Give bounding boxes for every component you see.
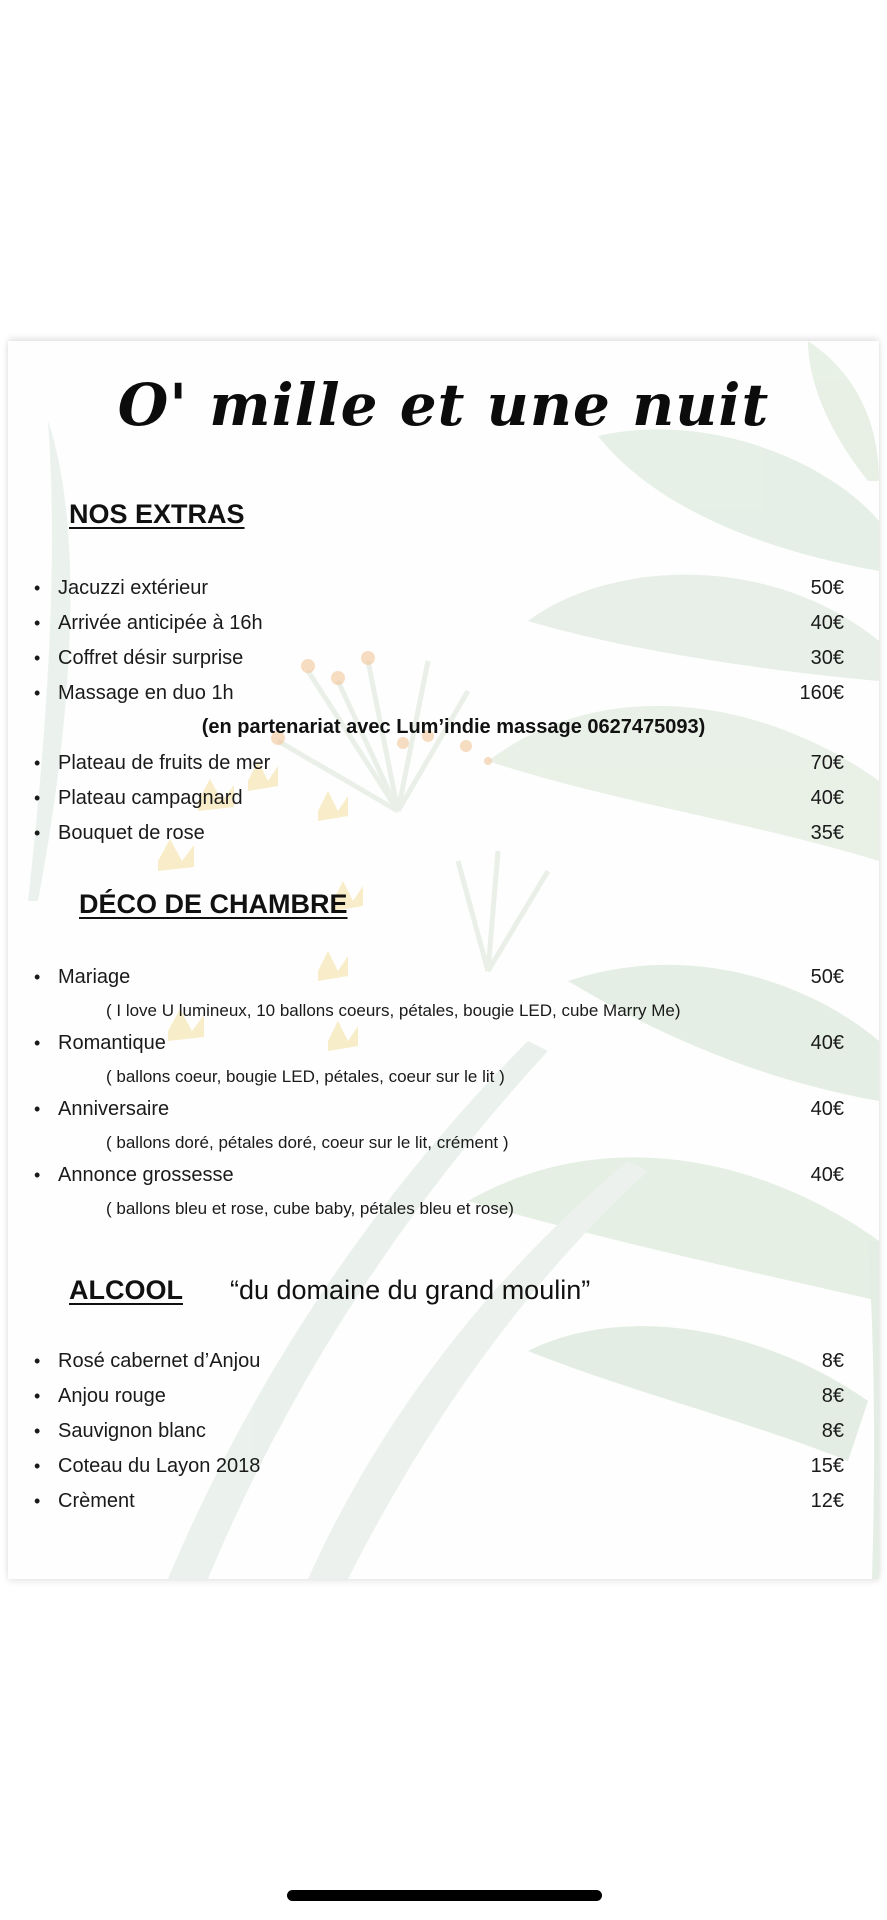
item-label: Massage en duo 1h xyxy=(58,681,234,704)
item-price: 40€ xyxy=(810,1031,844,1054)
bullet-icon: • xyxy=(34,612,41,633)
bullet-icon: • xyxy=(34,822,41,843)
item-note: ( ballons coeur, bougie LED, pétales, coeur sur le lit ) xyxy=(106,1067,505,1086)
item-label: Anniversaire xyxy=(58,1097,170,1120)
item-price: 70€ xyxy=(810,751,844,774)
bullet-icon: • xyxy=(34,1350,41,1371)
home-indicator[interactable] xyxy=(287,1890,602,1901)
item-price: 50€ xyxy=(810,965,844,988)
item-price: 35€ xyxy=(810,821,844,844)
section-subheading-alcool: “du domaine du grand moulin” xyxy=(230,1275,591,1305)
list-item xyxy=(34,748,844,778)
item-note: ( ballons doré, pétales doré, coeur sur le lit, crément ) xyxy=(106,1133,509,1152)
item-label: Bouquet de rose xyxy=(58,821,205,844)
bullet-icon: • xyxy=(34,1490,41,1511)
bullet-icon: • xyxy=(34,647,41,668)
bullet-icon: • xyxy=(34,1032,41,1053)
list-item xyxy=(34,1346,844,1376)
item-price: 50€ xyxy=(810,576,844,599)
item-price: 40€ xyxy=(810,611,844,634)
item-price: 8€ xyxy=(821,1419,844,1442)
item-label: Plateau campagnard xyxy=(58,786,243,809)
item-label: Sauvignon blanc xyxy=(58,1419,206,1442)
item-price: 8€ xyxy=(821,1384,844,1407)
item-label: Anjou rouge xyxy=(58,1384,166,1407)
list-item xyxy=(34,1416,844,1446)
item-note: ( I love U lumineux, 10 ballons coeurs, pétales, bougie LED, cube Marry Me) xyxy=(106,1001,681,1020)
item-label: Coteau du Layon 2018 xyxy=(58,1454,261,1477)
item-price: 160€ xyxy=(799,681,844,704)
bullet-icon: • xyxy=(34,1385,41,1406)
section-heading-extras: NOS EXTRAS xyxy=(69,499,245,529)
bullet-icon: • xyxy=(34,752,41,773)
bullet-icon: • xyxy=(34,1164,41,1185)
list-item xyxy=(34,1486,844,1516)
item-label: Romantique xyxy=(58,1031,166,1054)
item-price: 30€ xyxy=(810,646,844,669)
item-price: 40€ xyxy=(810,1097,844,1120)
list-item xyxy=(34,1028,844,1058)
section-heading-alcool: ALCOOL xyxy=(69,1275,183,1305)
bullet-icon: • xyxy=(34,1455,41,1476)
item-label: Crèment xyxy=(58,1489,135,1512)
bullet-icon: • xyxy=(34,682,41,703)
list-item xyxy=(34,1160,844,1190)
list-item xyxy=(34,573,844,603)
list-item xyxy=(34,608,844,638)
item-label: Coffret désir surprise xyxy=(58,646,244,669)
partner-note: (en partenariat avec Lum’indie massage 0627475093) xyxy=(201,716,706,738)
section-heading-deco: DÉCO DE CHAMBRE xyxy=(79,889,348,919)
item-price: 12€ xyxy=(810,1489,844,1512)
list-item xyxy=(34,783,844,813)
item-label: Plateau de fruits de mer xyxy=(58,751,271,774)
bullet-icon: • xyxy=(34,577,41,598)
list-item xyxy=(34,962,844,992)
menu-card xyxy=(8,341,879,1579)
item-label: Mariage xyxy=(58,965,131,988)
bullet-icon: • xyxy=(34,966,41,987)
bullet-icon: • xyxy=(34,1098,41,1119)
item-label: Rosé cabernet d’Anjou xyxy=(58,1349,261,1372)
item-price: 8€ xyxy=(821,1349,844,1372)
item-price: 15€ xyxy=(810,1454,844,1477)
bullet-icon: • xyxy=(34,1420,41,1441)
list-item xyxy=(34,1094,844,1124)
list-item xyxy=(34,1381,844,1411)
item-label: Jacuzzi extérieur xyxy=(58,576,209,599)
page-title: O' mille et une nuit xyxy=(117,371,770,439)
item-price: 40€ xyxy=(810,786,844,809)
list-item xyxy=(34,643,844,673)
item-label: Annonce grossesse xyxy=(58,1163,234,1186)
list-item xyxy=(34,678,844,708)
item-label: Arrivée anticipée à 16h xyxy=(58,611,263,634)
item-note: ( ballons bleu et rose, cube baby, pétales bleu et rose) xyxy=(106,1199,514,1218)
bullet-icon: • xyxy=(34,787,41,808)
list-item xyxy=(34,1451,844,1481)
item-price: 40€ xyxy=(810,1163,844,1186)
list-item xyxy=(34,818,844,848)
